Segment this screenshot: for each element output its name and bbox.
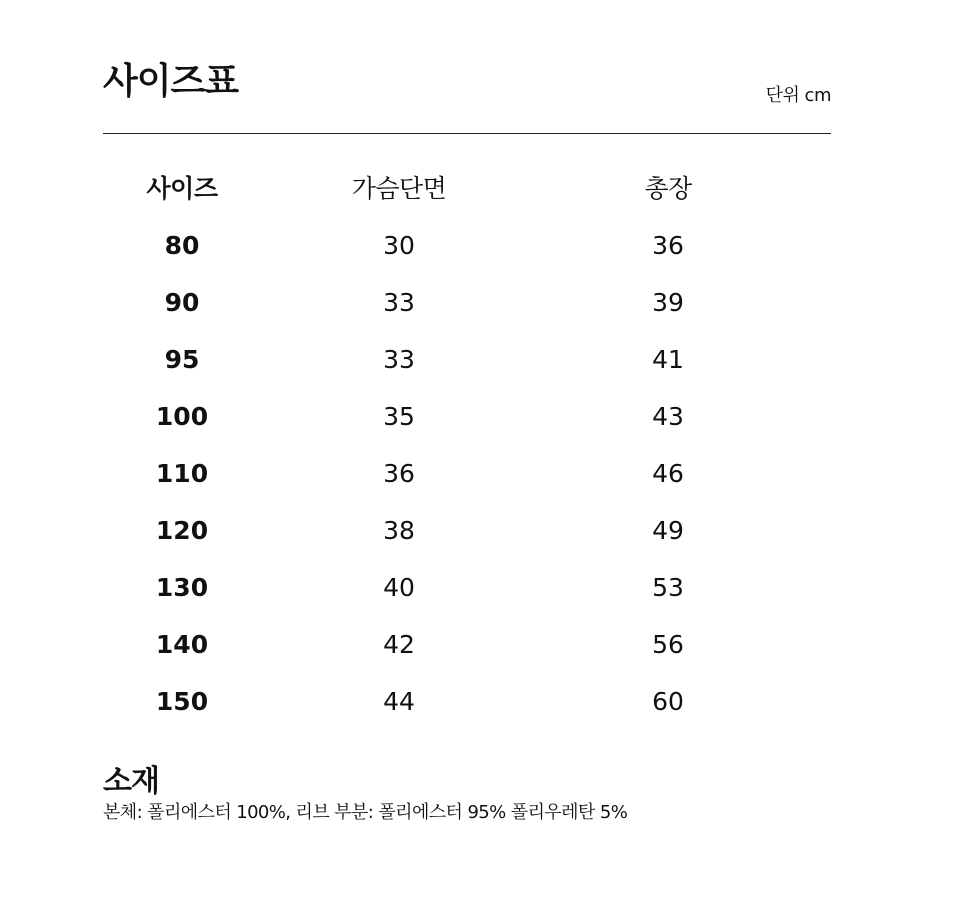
table-row bbox=[103, 274, 831, 331]
cell-spacer bbox=[799, 673, 831, 730]
table-row bbox=[103, 445, 831, 502]
cell-chest-width: 44 bbox=[383, 687, 415, 716]
cell-size: 95 bbox=[164, 345, 200, 374]
cell-spacer bbox=[799, 502, 831, 559]
cell-spacer bbox=[799, 331, 831, 388]
cell-spacer bbox=[799, 217, 831, 274]
table-row bbox=[103, 217, 831, 274]
header-total-length: 총장 bbox=[644, 174, 692, 203]
table-header-row bbox=[103, 160, 831, 217]
cell-spacer bbox=[799, 445, 831, 502]
cell-total-length: 39 bbox=[652, 288, 684, 317]
table-row bbox=[103, 616, 831, 673]
table-row bbox=[103, 559, 831, 616]
material-title: 소재 bbox=[103, 764, 159, 799]
table-row bbox=[103, 502, 831, 559]
cell-chest-width: 33 bbox=[383, 288, 415, 317]
cell-size: 80 bbox=[164, 231, 200, 260]
cell-size: 130 bbox=[155, 573, 209, 602]
cell-chest-width: 40 bbox=[383, 573, 415, 602]
cell-total-length: 43 bbox=[652, 402, 684, 431]
cell-size: 140 bbox=[155, 630, 209, 659]
cell-size: 120 bbox=[155, 516, 209, 545]
cell-total-length: 56 bbox=[652, 630, 684, 659]
cell-chest-width: 30 bbox=[383, 231, 415, 260]
title-divider bbox=[103, 133, 831, 134]
header-spacer bbox=[799, 160, 831, 217]
cell-chest-width: 36 bbox=[383, 459, 415, 488]
cell-total-length: 46 bbox=[652, 459, 684, 488]
header-chest-width: 가슴단면 bbox=[351, 174, 447, 203]
cell-total-length: 53 bbox=[652, 573, 684, 602]
cell-size: 90 bbox=[164, 288, 200, 317]
cell-spacer bbox=[799, 616, 831, 673]
cell-size: 150 bbox=[155, 687, 209, 716]
cell-spacer bbox=[799, 559, 831, 616]
material-description: 본체: 폴리에스터 100%, 리브 부분: 폴리에스터 95% 폴리우레탄 5% bbox=[103, 802, 628, 823]
unit-label: 단위 cm bbox=[765, 85, 831, 106]
cell-spacer bbox=[799, 274, 831, 331]
table-row bbox=[103, 331, 831, 388]
table-row bbox=[103, 388, 831, 445]
cell-total-length: 41 bbox=[652, 345, 684, 374]
table-row bbox=[103, 673, 831, 730]
cell-chest-width: 33 bbox=[383, 345, 415, 374]
cell-chest-width: 35 bbox=[383, 402, 415, 431]
cell-size: 100 bbox=[155, 402, 209, 431]
cell-size: 110 bbox=[155, 459, 209, 488]
cell-total-length: 49 bbox=[652, 516, 684, 545]
header-size: 사이즈 bbox=[146, 174, 218, 203]
page-title: 사이즈표 bbox=[103, 61, 239, 102]
cell-spacer bbox=[799, 388, 831, 445]
cell-chest-width: 42 bbox=[383, 630, 415, 659]
cell-total-length: 36 bbox=[652, 231, 684, 260]
cell-total-length: 60 bbox=[652, 687, 684, 716]
size-table bbox=[103, 160, 831, 730]
cell-chest-width: 38 bbox=[383, 516, 415, 545]
